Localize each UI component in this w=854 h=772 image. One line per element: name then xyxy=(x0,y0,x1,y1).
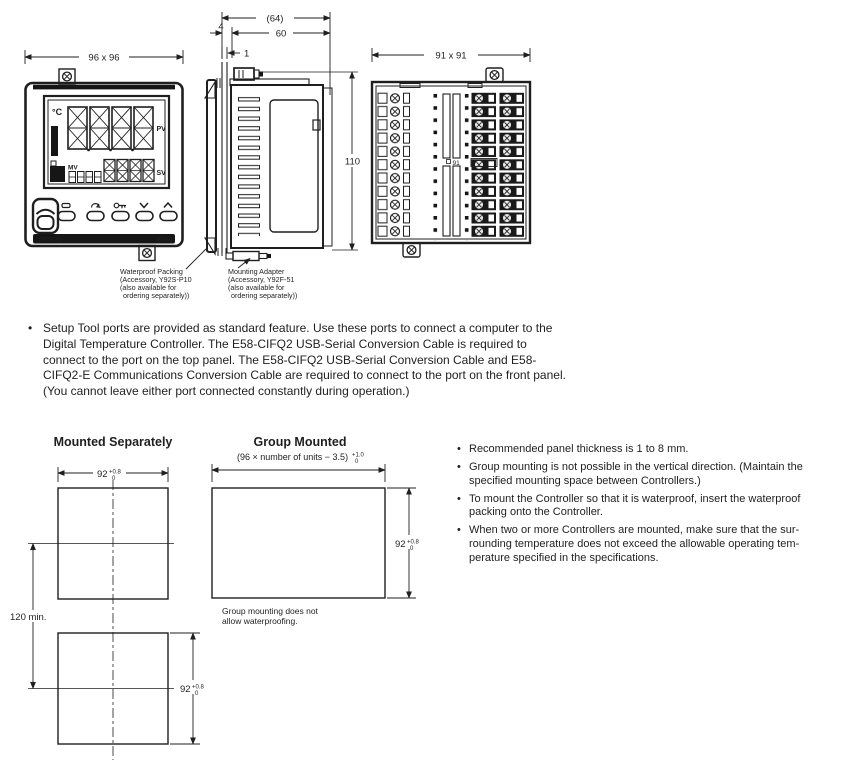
list-item: • To mount the Controller so that it is waterproof, insert the waterproof packing onto the Controller. xyxy=(457,492,801,519)
rear-center-mark: 91 xyxy=(452,160,460,167)
rear-panel-dim-label: 91 x 91 xyxy=(435,50,467,62)
svg-text:ordering separately)): ordering separately)) xyxy=(123,291,190,300)
rear-terminals-left xyxy=(377,92,411,238)
svg-text:0: 0 xyxy=(410,546,414,552)
down-key-icon xyxy=(140,203,148,208)
mounting-notes-list xyxy=(457,443,854,570)
packing-dim-label: 1 xyxy=(244,48,250,60)
front-panel-dim-label: 96 x 96 xyxy=(88,52,120,64)
svg-text:0: 0 xyxy=(112,476,116,482)
rear-center-squares-right xyxy=(464,94,469,240)
shift-key-icon xyxy=(114,203,126,208)
bar-indicator xyxy=(51,126,58,156)
sv-label: SV xyxy=(156,170,166,177)
svg-text:(Accessory, Y92F-51: (Accessory, Y92F-51 xyxy=(228,275,295,284)
group-mounted xyxy=(212,435,425,626)
svg-text:92: 92 xyxy=(97,469,108,480)
group-cutout-rect xyxy=(212,488,385,598)
svg-text:+0.8: +0.8 xyxy=(192,684,204,691)
svg-text:92: 92 xyxy=(395,539,406,550)
setup-tool-note xyxy=(28,321,668,400)
list-item: • When two or more Controllers are mounted, make sure that the sur- rounding temperature does not exceed the allowable operating tem- perature specified in the specifications. xyxy=(457,524,800,564)
svg-text:+0.8: +0.8 xyxy=(407,539,419,546)
svg-text:(Accessory, Y92S-P10: (Accessory, Y92S-P10 xyxy=(120,275,192,284)
svg-text:+0.8: +0.8 xyxy=(109,469,121,476)
group-width-dim xyxy=(237,452,365,465)
height-dim-label: 110 xyxy=(344,156,361,168)
mv-label: MV xyxy=(68,164,78,172)
total-depth-dim-label: (64) xyxy=(266,13,284,25)
svg-text:(also available for: (also available for xyxy=(120,283,177,292)
rear-center-slots xyxy=(443,94,460,236)
panel-cutout-drawings xyxy=(0,430,440,772)
mounting-adapter-label xyxy=(228,267,297,300)
bezel-depth-dim-label: 4 xyxy=(218,21,224,33)
svg-text:ordering separately)): ordering separately)) xyxy=(231,291,298,300)
side-view xyxy=(120,11,364,300)
note-bullet: • xyxy=(28,321,33,335)
rear-bottom-screw xyxy=(403,243,420,257)
rear-top-screw xyxy=(486,68,503,82)
mounted-separately-title: Mounted Separately xyxy=(53,435,173,449)
svg-text:Group mounting does not: Group mounting does not xyxy=(222,606,318,616)
pv-label: PV xyxy=(156,126,166,133)
mounting-adapter xyxy=(218,248,271,261)
brand-logo: OMRON xyxy=(38,237,61,244)
up-key-icon xyxy=(164,203,172,208)
rear-view xyxy=(372,48,530,257)
front-view xyxy=(25,50,183,261)
rear-terminals-right xyxy=(471,92,527,238)
mounted-separately xyxy=(7,435,209,760)
svg-text:92: 92 xyxy=(180,684,191,695)
list-item: • Recommended panel thickness is 1 to 8 mm. xyxy=(457,443,689,455)
group-caption xyxy=(222,606,319,626)
mode-key-icon xyxy=(92,204,101,208)
level-key-icon xyxy=(62,204,70,208)
svg-text:0: 0 xyxy=(195,691,199,697)
unit-indicator: °C xyxy=(52,107,63,117)
vertical-spacing-dim: 120 min. xyxy=(10,612,47,623)
svg-text:0: 0 xyxy=(355,459,359,465)
list-item: • Group mounting is not possible in the vertical direction. (Maintain the specified mounting space between Controllers.) xyxy=(457,461,803,487)
front-keys xyxy=(33,199,177,233)
front-bottom-screw-tab xyxy=(139,246,155,261)
front-display xyxy=(44,96,169,188)
group-mounted-title: Group Mounted xyxy=(253,435,347,449)
front-dim-96x96 xyxy=(25,50,183,64)
svg-text:Mounting Adapter: Mounting Adapter xyxy=(228,267,285,276)
side-bezel xyxy=(207,80,216,252)
side-terminal-strip xyxy=(323,88,332,246)
note-text: Setup Tool ports are provided as standard feature. Use these ports to connect a computer to the Digital Temperature Controller. The E58-CIFQ2 USB-Serial Conversion Cable is required to connect to the port on the top panel. The E58-CIFQ2 USB-Serial Conversion Cable and E58- CIFQ2-E Communications Conversion Cable are required to connect to the port on the front panel. (You cannot leave either port connected constantly during operation.) xyxy=(43,321,566,399)
svg-text:+1.0: +1.0 xyxy=(352,452,364,459)
svg-text:allow waterproofing.: allow waterproofing. xyxy=(222,616,298,626)
svg-text:(96 × number of units − 3.5): (96 × number of units − 3.5) xyxy=(237,452,349,462)
top-setup-port xyxy=(234,68,263,80)
side-vents xyxy=(238,95,260,236)
svg-text:Waterproof Packing: Waterproof Packing xyxy=(120,267,183,276)
dimension-drawings xyxy=(0,0,560,320)
model-label: E5AC xyxy=(156,237,173,244)
rear-center-squares-left xyxy=(433,94,438,240)
status-block xyxy=(50,166,65,182)
svg-text:(also available for: (also available for xyxy=(228,283,285,292)
waterproof-packing-label xyxy=(120,267,192,300)
body-depth-dim-label: 60 xyxy=(275,28,287,40)
